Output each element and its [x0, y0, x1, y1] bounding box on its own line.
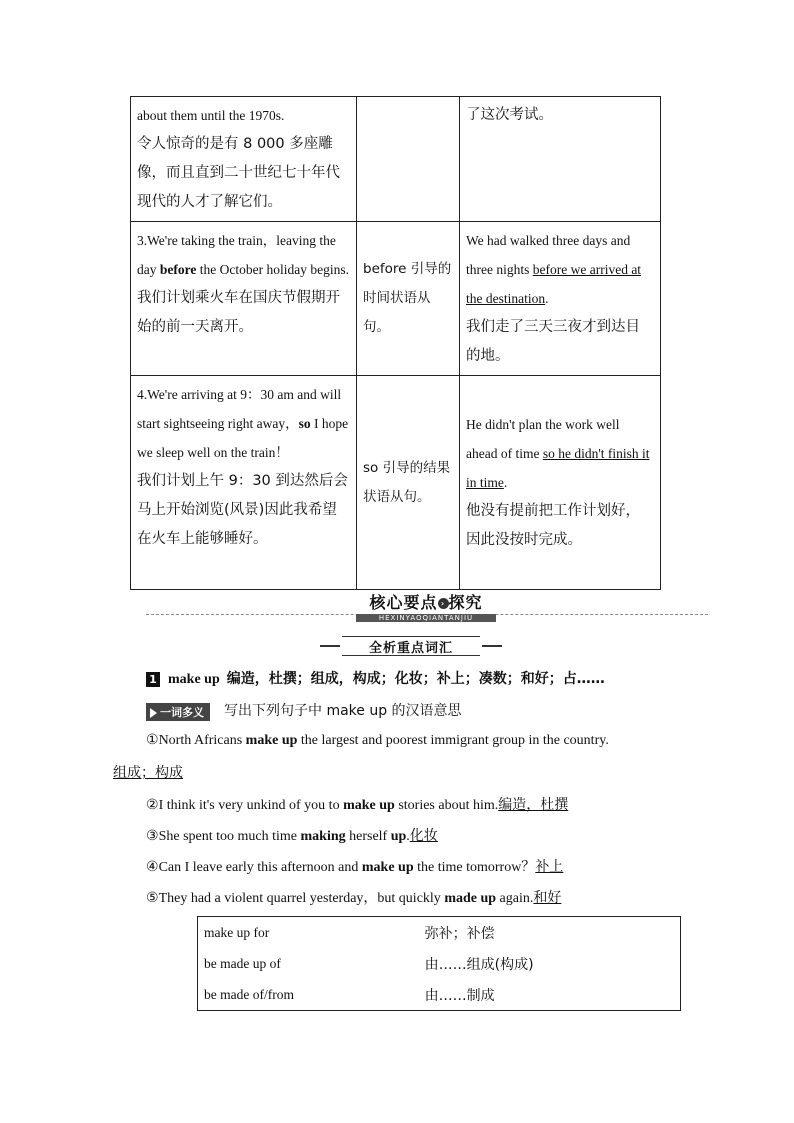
sentence-text: She spent too much time — [158, 829, 301, 844]
sentence-text: They had a violent quarrel yesterday，but quickly — [158, 891, 445, 906]
example-chinese: 我们计划上午 9：30 到达然后会马上开始浏览(风景)因此我希望在火车上能够睡好。 — [137, 473, 348, 547]
example-cell — [131, 97, 357, 222]
practice-cell — [460, 376, 661, 590]
sentence-text: stories about him. — [394, 798, 499, 813]
sentence-text: the time tomorrow？ — [413, 860, 536, 875]
sentence-answer: 组成；构成 — [113, 765, 183, 781]
section-title-part: 探究 — [448, 593, 483, 612]
sentence-number: ④ — [146, 860, 159, 875]
rule-cell — [357, 97, 460, 222]
keyword: up — [390, 829, 407, 844]
grammar-table — [130, 96, 661, 590]
triangle-icon — [150, 708, 157, 718]
phrase-text: be made of/from — [204, 986, 294, 1002]
entry-number: 1 — [146, 672, 160, 687]
keyword: making — [300, 829, 346, 844]
sentence-3 — [146, 825, 438, 845]
phrase-meaning: 由……制成 — [424, 987, 495, 1004]
phrase-meaning: 弥补；补偿 — [424, 925, 495, 942]
section-title — [356, 590, 496, 620]
sentence-number: ⑤ — [146, 891, 159, 906]
tag-text: 一词多义 — [160, 705, 204, 719]
practice-cell — [460, 97, 661, 222]
example-english — [137, 226, 350, 284]
section-title-text — [356, 590, 496, 613]
section-banner — [146, 590, 708, 622]
sentence-answer: 编造，杜撰 — [498, 797, 569, 813]
example-cell — [131, 376, 357, 590]
practice-text: . — [545, 291, 549, 306]
phrase-meaning: 由……组成(构成) — [424, 956, 534, 973]
entry-meanings: 编造，杜撰；组成，构成；化妆；补上；凑数；和好；占…… — [226, 671, 605, 687]
practice-answer: so he didn't finish it in time — [466, 446, 650, 490]
sentence-text: I think it's very unkind of you to — [158, 798, 344, 813]
example-chinese: 我们计划乘火车在国庆节假期开始的前一天离开。 — [137, 290, 340, 335]
decor-dash — [482, 645, 502, 647]
sentence-text: North Africans — [158, 733, 246, 748]
rule-cell — [357, 222, 460, 376]
example-english — [137, 380, 350, 467]
sentence-text: herself — [345, 829, 391, 844]
example-english: about them until the 1970s. — [137, 108, 285, 123]
section-title-part: 核心要点 — [369, 593, 438, 612]
sentence-number: ② — [146, 798, 159, 813]
sentence-2 — [146, 794, 568, 814]
sentence-4 — [146, 856, 563, 876]
instruction-line — [146, 700, 462, 721]
rule-text: so 引导的结果状语从句。 — [363, 459, 451, 505]
sentence-text: again. — [496, 891, 534, 906]
table-row — [131, 376, 661, 590]
entry-headword: make up — [168, 672, 220, 687]
example-text: I hope we sleep well on the train！ — [137, 416, 349, 460]
sentence-answer: 补上 — [535, 859, 564, 875]
practice-english — [466, 410, 654, 497]
example-text: the October holiday begins. — [196, 262, 349, 277]
sentence-5 — [146, 887, 561, 907]
instruction-text: 写出下列句子中 make up 的汉语意思 — [224, 703, 462, 719]
rule-cell — [357, 376, 460, 590]
example-chinese: 令人惊奇的是有 8 000 多座雕像，而且直到二十世纪七十年代现代的人才了解它们。 — [137, 136, 340, 210]
entry-header — [146, 668, 605, 688]
table-row — [198, 948, 681, 979]
example-cell — [131, 222, 357, 376]
practice-text: We had walked three days and three nights — [466, 233, 631, 277]
practice-text: 了这次考试。 — [466, 107, 553, 123]
table-row — [198, 917, 681, 949]
phrase-text: be made up of — [204, 955, 281, 971]
arrow-icon: › — [438, 598, 449, 609]
table-row — [131, 222, 661, 376]
table-row — [131, 97, 661, 222]
keyword: before — [159, 262, 197, 277]
decor-dash — [320, 645, 340, 647]
keyword: make up — [245, 733, 298, 748]
practice-text: He didn't plan the work well ahead of time — [466, 417, 620, 461]
phrase-text: make up for — [204, 924, 270, 940]
practice-cell — [460, 222, 661, 376]
sentence-number: ③ — [146, 829, 159, 844]
tag-label — [146, 703, 210, 721]
example-text: 3.We're taking the train，leaving the day — [137, 233, 336, 277]
sentence-1 — [146, 732, 609, 749]
keyword: make up — [343, 798, 395, 813]
phrase-table — [197, 916, 681, 1011]
sentence-text: Can I leave early this afternoon and — [158, 860, 362, 875]
sub-banner-title: 全析重点词汇 — [368, 641, 453, 656]
practice-english — [466, 226, 654, 313]
practice-answer: before we arrived at the destination — [466, 262, 642, 306]
section-pinyin: HEXINYAOQIANTANJIU — [356, 614, 496, 622]
sentence-answer: 化妆 — [409, 828, 438, 844]
sub-banner — [342, 636, 480, 656]
sentence-1-answer-line — [113, 762, 183, 782]
practice-chinese: 他没有提前把工作计划好，因此没按时完成。 — [466, 503, 640, 548]
keyword: make up — [361, 860, 414, 875]
practice-text: . — [503, 475, 508, 490]
keyword: made up — [444, 891, 497, 906]
table-row — [198, 979, 681, 1011]
sentence-answer: 和好 — [533, 890, 562, 906]
sentence-text: the largest and poorest immigrant group in the country. — [297, 733, 609, 748]
example-text: 4.We're arriving at 9：30 am and will start sightseeing right away， — [137, 387, 342, 431]
sentence-text: . — [406, 829, 410, 844]
rule-text: before 引导的时间状语从句。 — [363, 261, 452, 335]
keyword: so — [298, 416, 311, 431]
sentence-number: ① — [146, 733, 159, 748]
practice-chinese: 我们走了三天三夜才到达目的地。 — [466, 319, 640, 364]
